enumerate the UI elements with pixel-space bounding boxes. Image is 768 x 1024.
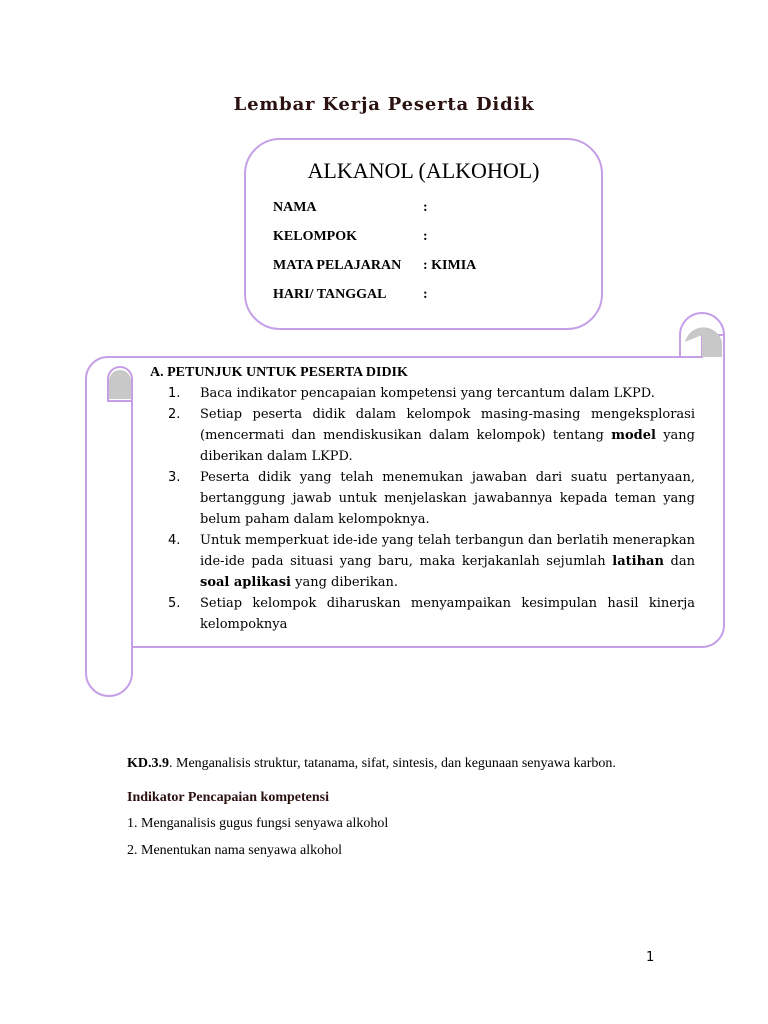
field-label: KELOMPOK [273,229,357,244]
indicator-item: 1. Menganalisis gugus fungsi senyawa alkohol [127,816,389,831]
field-label: NAMA [273,200,317,215]
kd-statement [127,756,616,772]
instruction-bold-text: latihan [612,554,664,569]
instructions-list [150,383,695,635]
instruction-number: 3. [168,470,181,485]
indicators-title: Indikator Pencapaian kompetensi [127,790,329,805]
instruction-text: Setiap peserta didik dalam kelompok masing-masing mengeksplorasi (mencermati dan mendiskusikan dalam kelompok) tentang [200,407,695,443]
instruction-number: 4. [168,533,181,548]
instruction-text: yang diberikan. [290,575,399,590]
field-value: : [423,229,428,244]
kd-code: KD.3.9 [127,756,169,771]
instruction-text: Untuk memperkuat ide-ide yang telah terbangun dan berlatih menerapkan ide-ide pada situasi yang baru, maka kerjakanlah sejumlah [200,533,695,569]
scroll-curl-shade-left [109,370,131,399]
instruction-item [150,383,695,404]
instruction-item [150,404,695,467]
instruction-number: 1. [168,386,181,401]
instruction-text: dan [663,554,695,569]
field-label: HARI/ TANGGAL [273,287,387,302]
instruction-number: 2. [168,407,181,422]
instruction-item [150,530,695,593]
scroll-roll-left [86,357,132,696]
instruction-number: 5. [168,596,181,611]
instruction-text: Peserta didik yang telah menemukan jawaban dari suatu pertanyaan, bertanggung jawab untuk menjelaskan jawabannya kepada teman yang belum paham dalam kelompoknya. [200,470,695,527]
instruction-item [150,593,695,635]
instruction-text: Baca indikator pencapaian kompetensi yang tercantum dalam LKPD. [200,386,655,401]
instructions-heading: A. PETUNJUK UNTUK PESERTA DIDIK [150,365,408,380]
instruction-bold-text: model [611,428,656,443]
instructions-section [150,362,695,635]
page-number: 1 [646,950,655,965]
scroll-curl-shade-top [685,327,722,357]
instruction-item [150,467,695,530]
kd-text: . Menganalisis struktur, tatanama, sifat, sintesis, dan kegunaan senyawa karbon. [169,756,616,771]
instruction-text: yang diberikan dalam LKPD. [200,428,696,464]
indicator-item: 2. Menentukan nama senyawa alkohol [127,843,342,858]
field-value: : [423,200,428,215]
instruction-bold-text: soal aplikasi [200,575,291,590]
page-title: Lembar Kerja Peserta Didik [233,94,535,115]
instruction-text: Setiap kelompok diharuskan menyampaikan kesimpulan hasil kinerja kelompoknya [200,596,695,632]
header-title: ALKANOL (ALKOHOL) [307,158,540,183]
field-value: : KIMIA [423,258,477,273]
field-value: : [423,287,428,302]
field-label: MATA PELAJARAN [273,258,402,273]
